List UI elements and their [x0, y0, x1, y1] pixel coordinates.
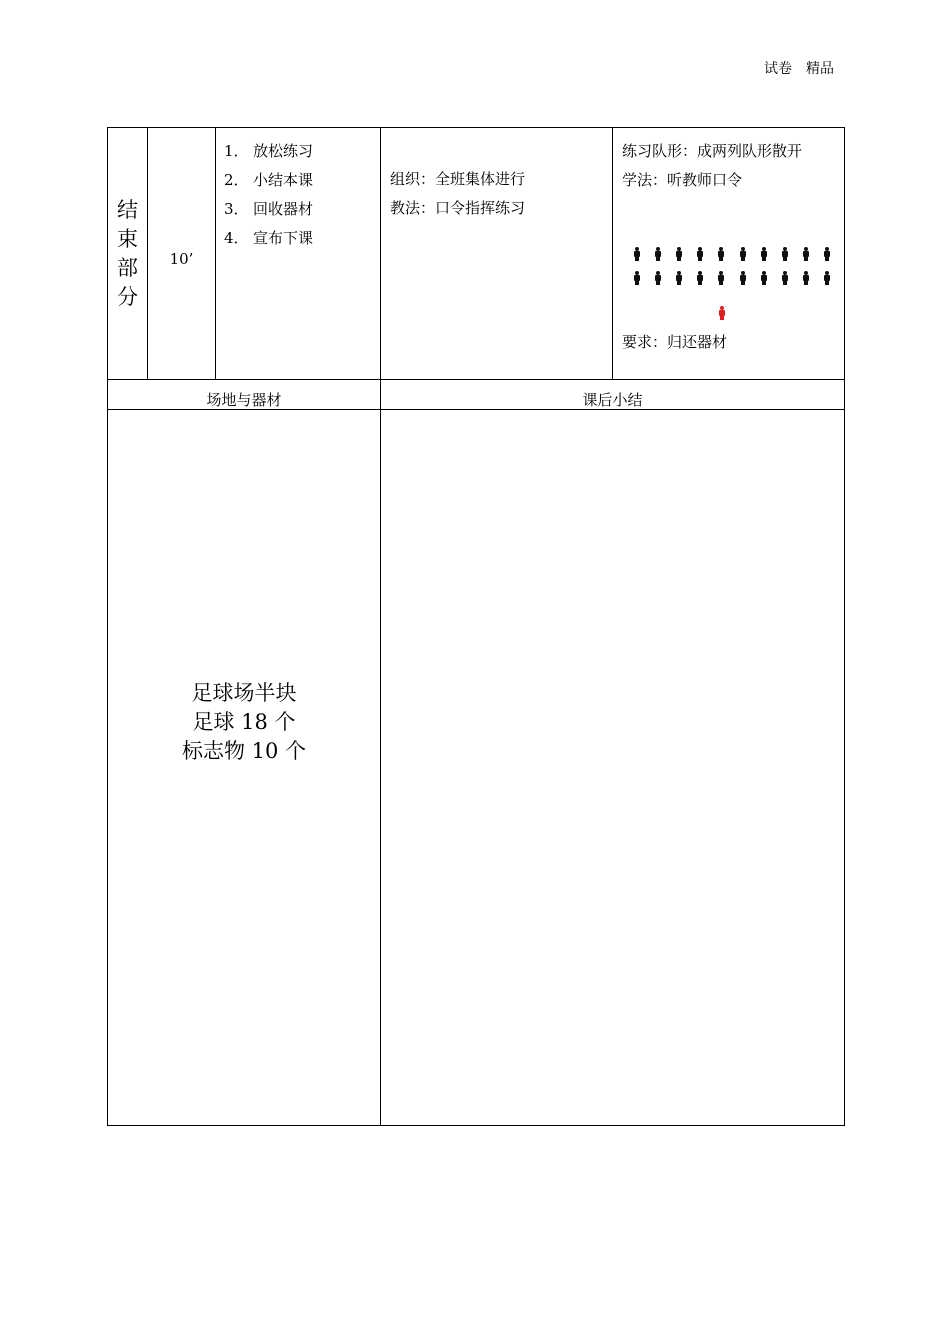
venue-content — [108, 679, 380, 766]
student-figure-icon — [717, 271, 724, 285]
student-figure-icon — [654, 271, 661, 285]
organization-line: 组织：全班集体进行 — [390, 170, 526, 188]
list-item-text: 宣布下课 — [253, 229, 314, 247]
content-list — [224, 137, 313, 253]
student-figure-icon — [654, 247, 661, 261]
list-item-text: 回收器材 — [253, 200, 314, 218]
student-figure-icon — [802, 271, 809, 285]
summary-header: 课后小结 — [582, 391, 643, 409]
student-figure-icon — [633, 247, 640, 261]
venue-line: 足球场半块 — [191, 681, 297, 705]
page-header: 试卷 精品 — [764, 61, 834, 77]
student-figure-icon — [781, 247, 788, 261]
table-border-top — [107, 127, 845, 128]
student-figure-icon — [717, 247, 724, 261]
teacher-figure-icon — [718, 306, 725, 320]
summary-content — [381, 411, 844, 1125]
student-figure-icon — [696, 271, 703, 285]
list-item-number: 2． — [224, 171, 249, 189]
list-item-text: 小结本课 — [253, 171, 314, 189]
student-figure-icon — [675, 271, 682, 285]
student-figure-icon — [760, 271, 767, 285]
col-divider-3 — [612, 127, 613, 380]
student-figure-icon — [675, 247, 682, 261]
section-name-char: 束 — [117, 227, 138, 251]
requirement-text: 要求：归还器材 — [622, 333, 728, 351]
student-figure-icon — [760, 247, 767, 261]
student-figure-icon — [696, 247, 703, 261]
venue-line: 足球 18 个 — [192, 710, 296, 734]
formation-text — [622, 137, 802, 195]
list-item-text: 放松练习 — [253, 142, 314, 160]
teaching-method-line: 教法：口令指挥练习 — [390, 199, 526, 217]
venue-line: 标志物 10 个 — [181, 739, 307, 763]
list-item-number: 3． — [224, 200, 249, 218]
student-figure-icon — [633, 271, 640, 285]
venue-header: 场地与器材 — [206, 391, 282, 409]
formation-line: 练习队形：成两列队形散开 — [622, 142, 803, 160]
student-figure-icon — [802, 247, 809, 261]
section-name-char: 结 — [117, 198, 138, 222]
list-item — [224, 137, 313, 166]
student-figure-icon — [823, 271, 830, 285]
section-duration: 10’ — [169, 250, 194, 268]
section-name-char: 部 — [117, 256, 138, 280]
col-divider-2 — [215, 127, 216, 380]
list-item-number: 4． — [224, 229, 249, 247]
organization-text — [390, 165, 525, 223]
student-figure-icon — [823, 247, 830, 261]
list-item — [224, 166, 313, 195]
study-method-line: 学法：听教师口令 — [622, 171, 743, 189]
table-divider-section — [107, 379, 845, 380]
list-item-number: 1． — [224, 142, 249, 160]
table-border-bottom — [107, 1125, 845, 1126]
list-item — [224, 224, 313, 253]
list-item — [224, 195, 313, 224]
section-name — [108, 196, 147, 312]
student-figure-icon — [739, 247, 746, 261]
table-border-right — [844, 127, 845, 1126]
student-figure-icon — [739, 271, 746, 285]
section-name-char: 分 — [117, 285, 138, 309]
student-figure-icon — [781, 271, 788, 285]
